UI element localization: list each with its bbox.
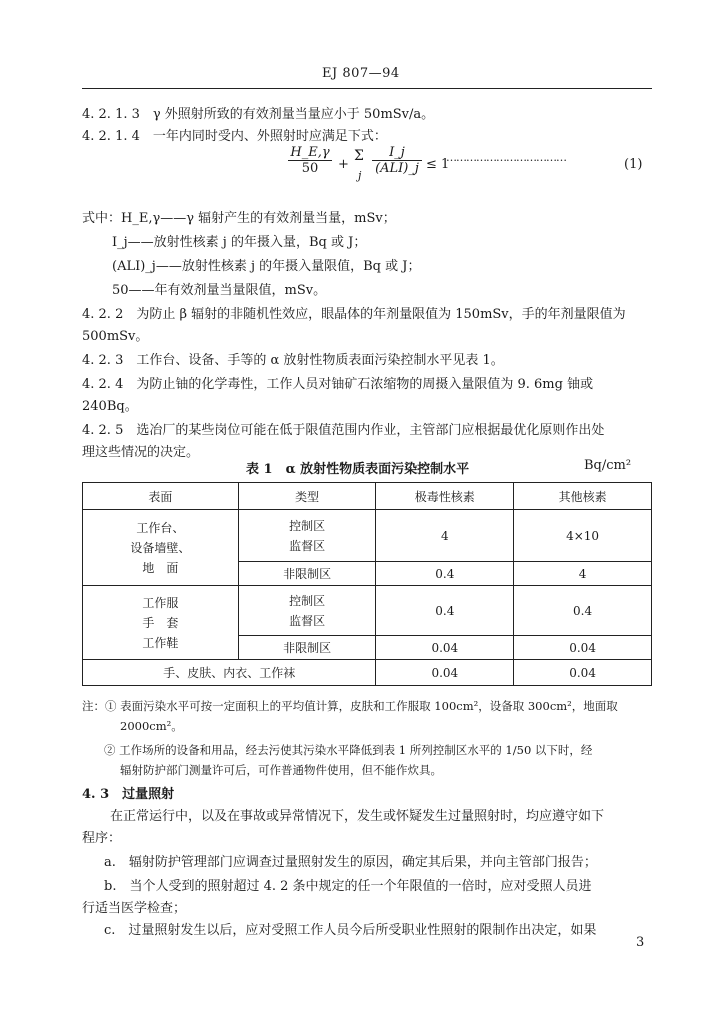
cell-type-controlled-supervised: [238, 510, 376, 562]
page-number: 3: [636, 935, 645, 950]
cell-value: 0.4: [514, 586, 652, 636]
table-header-row: [83, 483, 652, 510]
clause-4-2-1-3: 4. 2. 1. 3 γ 外照射所致的有效剂量当量应小于 50mSv/a。: [82, 107, 435, 122]
formula-sigma-sub: j: [358, 169, 362, 182]
cell-type-controlled-supervised: [238, 586, 376, 636]
cell-skin-underwear: 手、皮肤、内衣、工作袜: [83, 660, 376, 686]
header-highly-toxic: 极毒性核素: [376, 483, 514, 510]
table-row: [83, 586, 652, 636]
surface-line: 设备墙壁、: [130, 540, 191, 555]
formula-sigma: Σ: [354, 148, 364, 164]
formula-relation: ≤ 1: [426, 157, 450, 172]
table-unit: Bq/cm²: [584, 458, 632, 473]
formula-term2: [372, 145, 422, 176]
header-surface: 表面: [83, 483, 239, 510]
cell-value: 0.4: [376, 586, 514, 636]
cell-value: 0.4: [376, 562, 514, 586]
table-caption: 表 1 α 放射性物质表面污染控制水平: [246, 462, 470, 477]
procedure-b-line1: b. 当个人受到的照射超过 4. 2 条中规定的任一个年限值的一倍时，应对受照人员进: [104, 879, 592, 894]
clause-4-2-2-line2: 500mSv。: [82, 329, 149, 344]
dose-formula: [288, 145, 652, 191]
section-4-3-heading: 4. 3 过量照射: [82, 787, 175, 802]
formula-leader-dots: ………………………………: [446, 151, 566, 164]
where-def-limit: 50——年有效剂量当量限值，mSv。: [112, 283, 327, 298]
surface-line: 工作服: [142, 595, 179, 610]
cell-type-unrestricted: 非限制区: [238, 636, 376, 660]
type-line: 控制区: [289, 593, 326, 608]
clause-4-2-1-4: 4. 2. 1. 4 一年内同时受内、外照射时应满足下式：: [82, 129, 387, 144]
cell-value: 0.04: [514, 660, 652, 686]
surface-line: 工作鞋: [142, 635, 179, 650]
cell-value: 0.04: [376, 660, 514, 686]
surface-line: 地 面: [142, 560, 179, 575]
table-row: [83, 660, 652, 686]
type-line: 控制区: [289, 518, 326, 533]
header-rule: [82, 88, 652, 89]
formula-plus: +: [338, 157, 349, 172]
contamination-table: [82, 482, 652, 686]
section-4-3-intro-line2: 程序：: [82, 831, 122, 846]
formula-term2-denominator: (ALI)_j: [375, 161, 419, 176]
header-type: 类型: [238, 483, 376, 510]
clause-4-2-4-line2: 240Bq。: [82, 399, 138, 414]
procedure-a: a. 辐射防护管理部门应调查过量照射发生的原因，确定其后果，并向主管部门报告；: [104, 855, 597, 870]
formula-term1-numerator: H_E,γ: [288, 145, 332, 161]
formula-equation-number: (1): [624, 157, 643, 172]
clause-4-2-4-line1: 4. 2. 4 为防止铀的化学毒性，工作人员对铀矿石浓缩物的周摄入量限值为 9. 6mg 铀或: [82, 377, 594, 392]
procedure-b-line2: 行适当医学检查；: [82, 901, 187, 916]
clause-4-2-2-line1: 4. 2. 2 为防止 β 辐射的非随机性效应，眼晶体的年剂量限值为 150mSv，手的年剂量限值为: [82, 307, 626, 322]
where-def-intake: I_j——放射性核素 j 的年摄入量，Bq 或 J；: [112, 235, 367, 250]
document-header: EJ 807—94: [322, 66, 400, 81]
type-line: 监督区: [289, 613, 326, 628]
table-row: [83, 510, 652, 562]
cell-surface-clothing: [83, 586, 239, 660]
table-note-1-line1: 注：① 表面污染水平可按一定面积上的平均值计算，皮肤和工作服取 100cm²，设备取 300cm²，地面取: [82, 699, 618, 713]
cell-value: 4: [376, 510, 514, 562]
cell-type-unrestricted: 非限制区: [238, 562, 376, 586]
cell-surface-workbench: [83, 510, 239, 586]
cell-value: 4: [514, 562, 652, 586]
cell-value: 0.04: [376, 636, 514, 660]
clause-4-2-5-line1: 4. 2. 5 选冶厂的某些岗位可能在低于限值范围内作业，主管部门应根据最优化原则作出处: [82, 423, 605, 438]
table-note-2-line2: 辐射防护部门测量许可后，可作普通物件使用，但不能作炊具。: [120, 763, 442, 777]
procedure-c: c. 过量照射发生以后，应对受照工作人员今后所受职业性照射的限制作出决定，如果: [104, 923, 597, 938]
clause-4-2-3: 4. 2. 3 工作台、设备、手等的 α 放射性物质表面污染控制水平见表 1。: [82, 353, 504, 368]
table-note-2-line1: ② 工作场所的设备和用品，经去污使其污染水平降低到表 1 所列控制区水平的 1/50 以下时，经: [104, 743, 593, 757]
section-4-3-intro-line1: 在正常运行中，以及在事故或异常情况下，发生或怀疑发生过量照射时，均应遵守如下: [110, 809, 605, 824]
formula-term1: [288, 145, 332, 176]
header-other-nuclides: 其他核素: [514, 483, 652, 510]
formula-term2-numerator: I_j: [372, 145, 422, 161]
type-line: 监督区: [289, 538, 326, 553]
where-def-ali: (ALI)_j——放射性核素 j 的年摄入量限值，Bq 或 J；: [112, 259, 421, 274]
where-line: 式中：H_E,γ——γ 辐射产生的有效剂量当量，mSv；: [82, 211, 396, 226]
surface-line: 手 套: [142, 615, 179, 630]
cell-value: 4×10: [514, 510, 652, 562]
surface-line: 工作台、: [136, 520, 185, 535]
clause-4-2-5-line2: 理这些情况的决定。: [82, 445, 200, 460]
cell-value: 0.04: [514, 636, 652, 660]
formula-term1-denominator: 50: [301, 161, 319, 176]
table-note-1-line2: 2000cm²。: [120, 719, 183, 733]
